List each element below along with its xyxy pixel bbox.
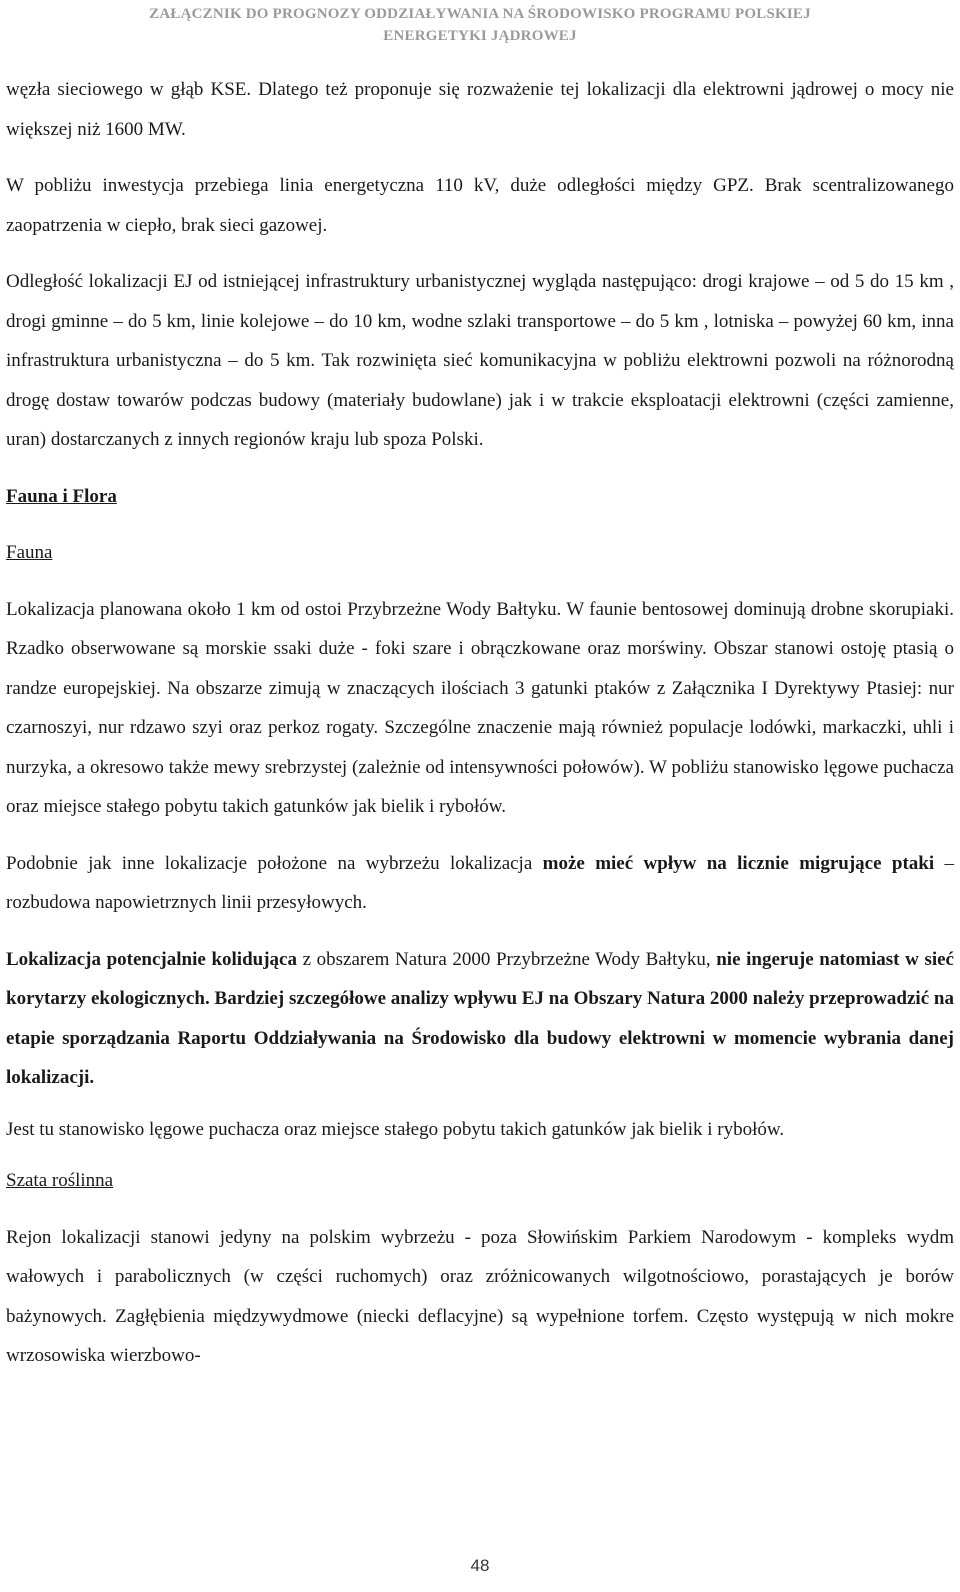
bold-segment: może mieć wpływ na licznie migrujące ptaki: [542, 852, 935, 874]
text-segment: z obszarem Natura 2000 Przybrzeżne Wody Bałtyku,: [296, 948, 717, 970]
paragraph-kse: węzła sieciowego w głąb KSE. Dlatego też proponuje się rozważenie tej lokalizacji dla elektrowni jądrowej o mocy nie większej niż 1600 MW.: [6, 79, 954, 140]
paragraph-natura-2000: [6, 940, 954, 1098]
paragraph-distances: Odległość lokalizacji EJ od istniejącej infrastruktury urbanistycznej wygląda następująco: drogi krajowe – od 5 do 15 km , drogi gminne – do 5 km, linie kolejowe – do 10 km, wodne szlaki transportowe – do 5 km , lotniska – powyżej 60 km, inna infrastruktura urbanistyczna – do 5 km. Tak rozwinięta sieć komunikacyjna w pobliżu elektrowni pozwoli na różnorodną drogę dostaw towarów podczas budowy (materiały budowlane) jak i w trakcie eksploatacji elektrowni (części zamienne, uran) dostarczanych z innych regionów kraju lub spoza Polski.: [6, 271, 954, 450]
header-line-2: ENERGETYKI JĄDROWEJ: [383, 28, 577, 44]
paragraph-vegetation: Rejon lokalizacji stanowi jedyny na polskim wybrzeżu - poza Słowińskim Parkiem Narodowym - kompleks wydm wałowych i parabolicznych (w części ruchomych) oraz zróżnicowanych wilgotnościowo, porastających je borów bażynowych. Zagłębienia międzywydmowe (niecki deflacyjne) są wypełnione torfem. Często występują w nich mokre wrzosowiska wierzbowo-: [6, 1226, 954, 1366]
heading-fauna-flora: Fauna i Flora: [6, 485, 117, 507]
document-body: [6, 70, 954, 1376]
heading-fauna: Fauna: [6, 542, 53, 563]
paragraph-fauna: Lokalizacja planowana około 1 km od ostoi Przybrzeżne Wody Bałtyku. W faunie bentosowej dominują drobne skorupiaki. Rzadko obserwowane są morskie ssaki duże - foki szare i obrączkowane oraz morświny. Obszar stanowi ostoję ptasią o randze europejskiej. Na obszarze zimują w znaczących ilościach 3 gatunki ptaków z Załącznika I Dyrektywy Ptasiej: nur czarnoszyi, nur rdzawo szyi oraz perkoz rogaty. Szczególne znaczenie mają również populacje lodówki, markaczki, uhli i nurzyka, a okresowo także mewy srebrzystej (zależnie od intensywności połowów). W pobliżu stanowisko lęgowe puchacza oraz miejsce stałego pobytu takich gatunków jak bielik i rybołów.: [6, 598, 954, 817]
heading-szata-roslinna: Szata roślinna: [6, 1170, 114, 1191]
bold-segment: Lokalizacja potencjalnie kolidująca: [6, 948, 297, 970]
paragraph-birds-impact: [6, 844, 954, 923]
page-header: [0, 3, 960, 47]
page-number: 48: [470, 1556, 490, 1575]
text-segment: Podobnie jak inne lokalizacje położone na wybrzeżu lokalizacja: [6, 852, 543, 874]
bold-segment: nie ingeruje natomiast w sieć korytarzy ekologicznych. Bardziej szczegółowe analizy wpływu EJ na Obszary Natura 2000 należy przeprowadzić na etapie sporządzania Raportu Oddziaływania na Środowisko dla budowy elektrowni w momencie wybrania danej lokalizacji.: [6, 948, 954, 1088]
paragraph-infrastructure: W pobliżu inwestycja przebiega linia energetyczna 110 kV, duże odległości między GPZ. Brak scentralizowanego zaopatrzenia w ciepło, brak sieci gazowej.: [6, 175, 954, 236]
header-line-1: ZAŁĄCZNIK DO PROGNOZY ODDZIAŁYWANIA NA ŚRODOWISKO PROGRAMU POLSKIEJ: [149, 6, 811, 22]
paragraph-nesting: Jest tu stanowisko lęgowe puchacza oraz miejsce stałego pobytu takich gatunków jak bielik i rybołów.: [6, 1118, 785, 1140]
text-segment: – rozbudowa napowietrznych linii przesyłowych.: [6, 852, 954, 913]
